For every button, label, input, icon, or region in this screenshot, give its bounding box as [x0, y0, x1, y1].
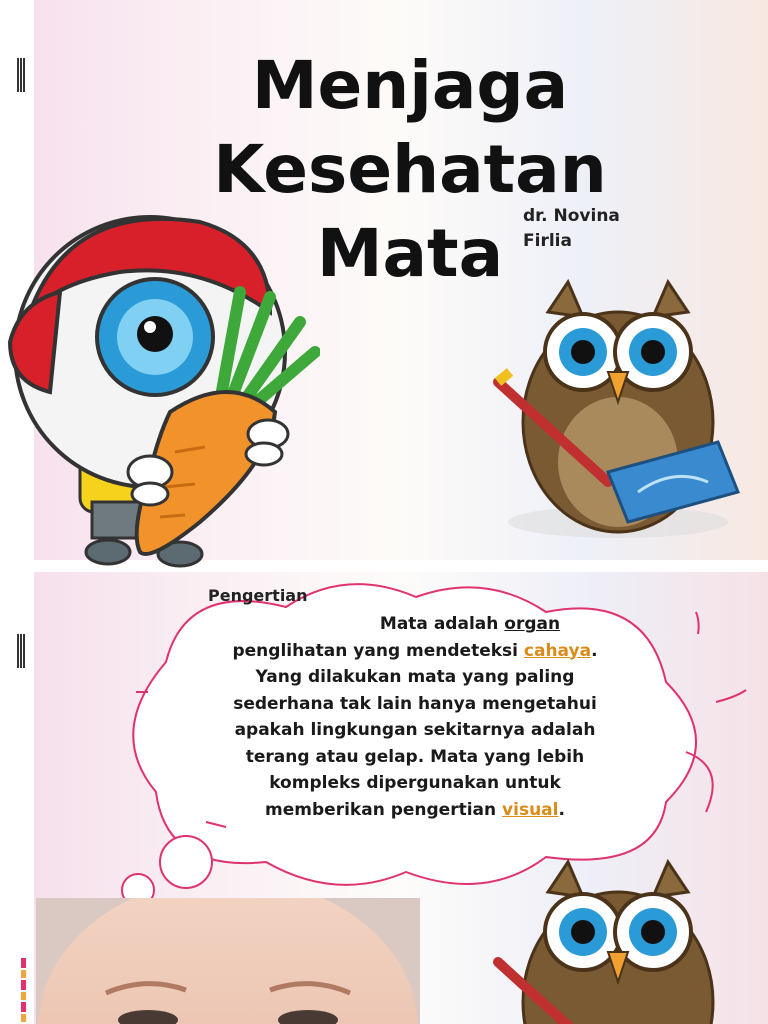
keyword-visual-link[interactable]: visual [502, 799, 559, 820]
title-line-2: Kesehatan [213, 131, 607, 208]
keyword-cahaya-link[interactable]: cahaya [523, 640, 592, 661]
slide-marker-top [17, 58, 25, 92]
slide-marker-bottom [21, 958, 26, 1024]
owl-illustration-2 [488, 852, 748, 1024]
section-label: Pengertian [208, 586, 308, 605]
paragraph-part-1: Mata adalah [379, 614, 505, 634]
eye-mascot-illustration [0, 202, 320, 577]
paragraph-part-3: . Yang dilakukan mata yang paling sederhana tak lain hanya mengetahui apakah lingkungan sekitarnya adalah terang atau gelap. Mata yang lebih kompleks dipergunakan untuk memberikan pengertian [233, 640, 598, 820]
author-name: dr. Novina Firlia [523, 206, 620, 251]
definition-paragraph [210, 611, 620, 823]
owl-illustration [488, 272, 748, 562]
paragraph-part-2: penglihatan yang mendeteksi [232, 640, 524, 661]
paragraph-part-4: . [558, 799, 565, 820]
title-line-3: Mata [316, 215, 504, 292]
slide-marker-middle [17, 634, 25, 668]
keyword-organ-link[interactable]: organ [504, 614, 561, 634]
child-face-photo [36, 898, 420, 1024]
title-line-1: Menjaga [251, 47, 569, 124]
